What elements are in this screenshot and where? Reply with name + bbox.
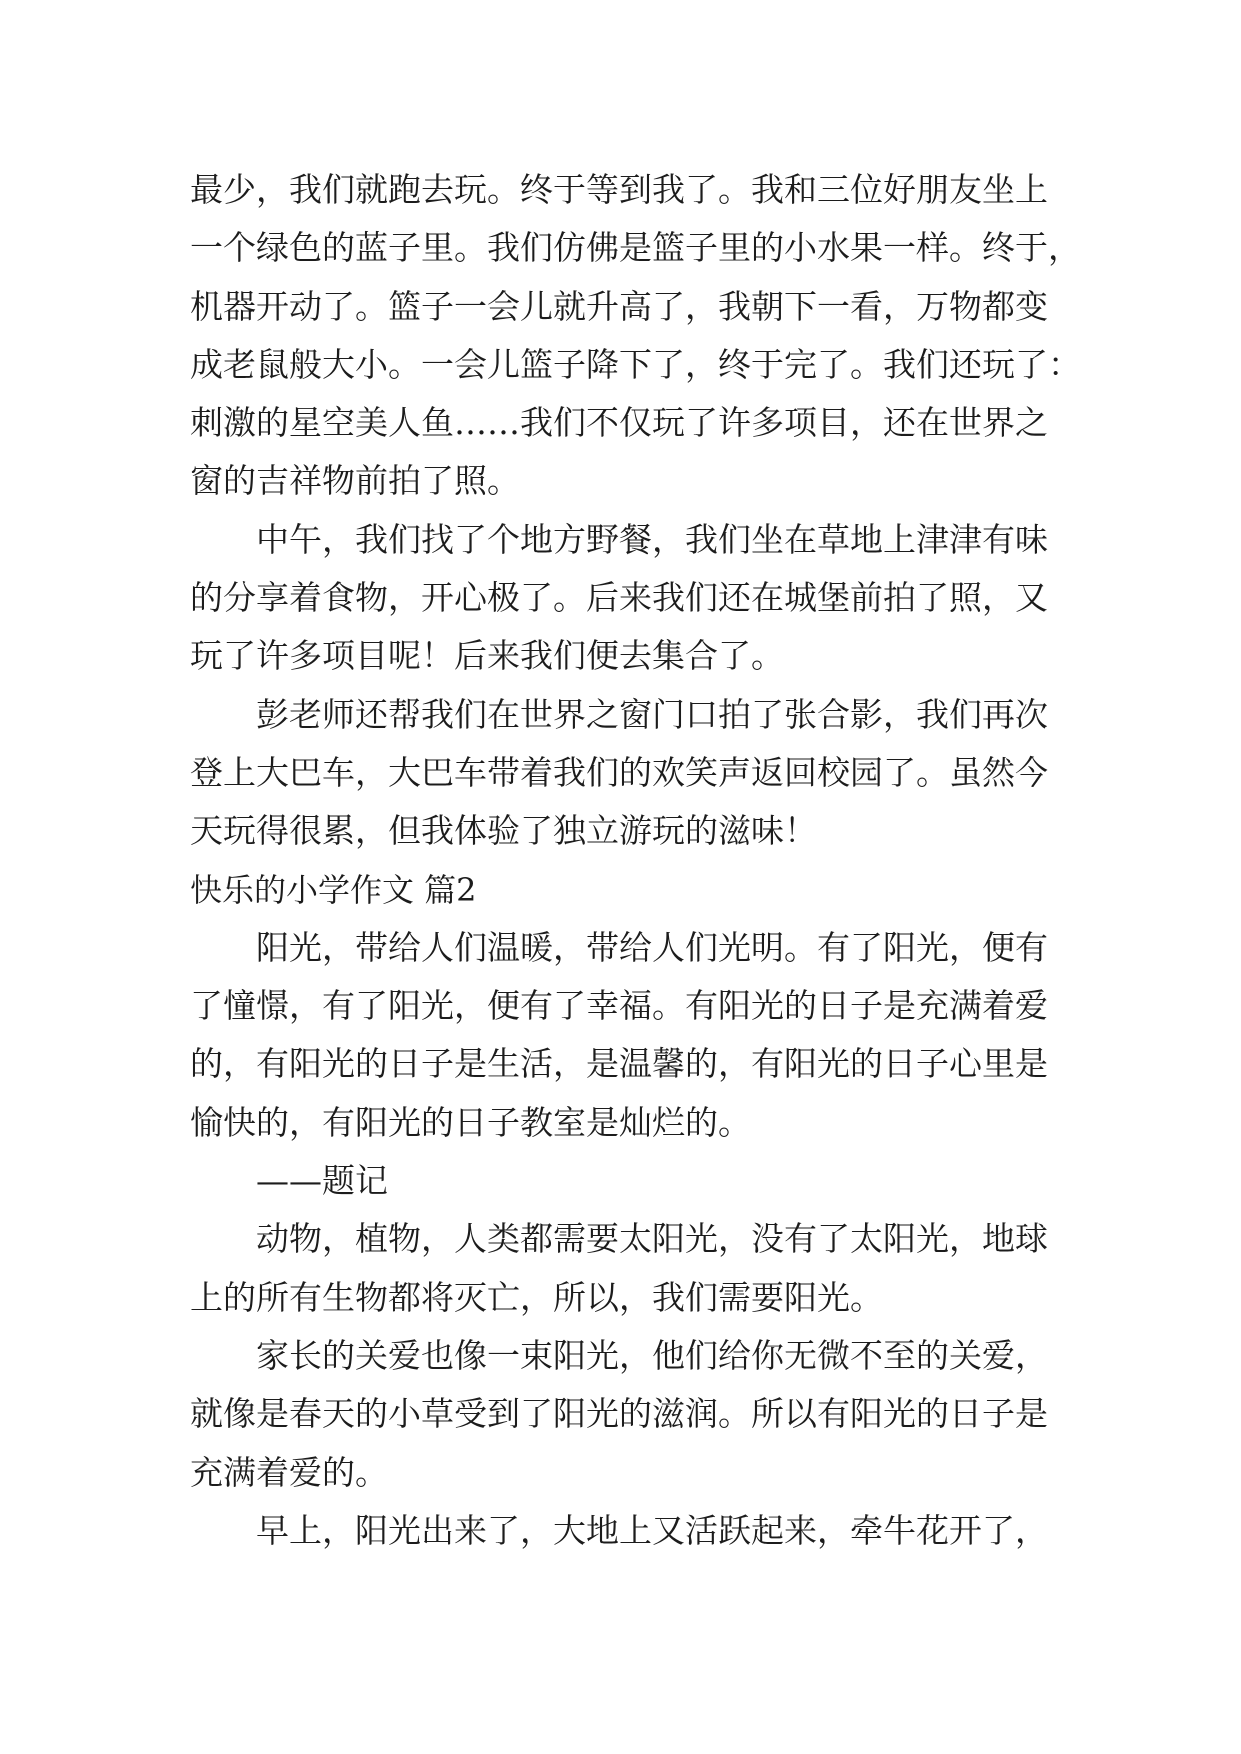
text-line: 窗的吉祥物前拍了照。 — [190, 461, 520, 501]
paragraph — [190, 919, 1110, 1152]
document-body — [190, 161, 1110, 1560]
text-line: 玩了许多项目呢！后来我们便去集合了。 — [190, 636, 784, 676]
text-line: 动物，植物，人类都需要太阳光，没有了太阳光，地球 — [256, 1219, 1048, 1259]
paragraph — [190, 1502, 1110, 1560]
text-line: 家长的关爱也像一束阳光，他们给你无微不至的关爱， — [256, 1335, 1048, 1375]
epigraph-attribution — [190, 1152, 1110, 1210]
paragraph — [190, 1210, 1110, 1327]
text-line: 阳光，带给人们温暖，带给人们光明。有了阳光，便有 — [256, 927, 1048, 967]
text-line: 机器开动了。篮子一会儿就升高了，我朝下一看，万物都变 — [190, 286, 1048, 326]
paragraph — [190, 161, 1110, 511]
text-line: 刺激的星空美人鱼……我们不仅玩了许多项目，还在世界之 — [190, 403, 1048, 443]
text-line: 就像是春天的小草受到了阳光的滋润。所以有阳光的日子是 — [190, 1394, 1048, 1434]
text-line: 充满着爱的。 — [190, 1452, 388, 1492]
text-line: 愉快的，有阳光的日子教室是灿烂的。 — [190, 1102, 751, 1142]
text-line: 中午，我们找了个地方野餐，我们坐在草地上津津有味 — [256, 519, 1048, 559]
paragraph — [190, 511, 1110, 686]
text-line: ——题记 — [256, 1161, 388, 1201]
paragraph — [190, 1327, 1110, 1502]
text-line: 的，有阳光的日子是生活，是温馨的，有阳光的日子心里是 — [190, 1044, 1048, 1084]
text-line: 的分享着食物，开心极了。后来我们还在城堡前拍了照，又 — [190, 578, 1048, 618]
text-line: 登上大巴车，大巴车带着我们的欢笑声返回校园了。虽然今 — [190, 752, 1048, 792]
text-line: 早上，阳光出来了，大地上又活跃起来，牵牛花开了， — [256, 1510, 1048, 1550]
text-line: 最少，我们就跑去玩。终于等到我了。我和三位好朋友坐上 — [190, 170, 1048, 209]
text-line: 了憧憬，有了阳光，便有了幸福。有阳光的日子是充满着爱 — [190, 986, 1048, 1026]
text-line: 天玩得很累，但我体验了独立游玩的滋味！ — [190, 811, 817, 851]
section-heading: 快乐的小学作文 篇2 — [190, 870, 477, 909]
paragraph — [190, 686, 1110, 861]
text-line: 上的所有生物都将灭亡，所以，我们需要阳光。 — [190, 1277, 883, 1317]
text-line: 一个绿色的蓝子里。我们仿佛是篮子里的小水果一样。终于， — [190, 228, 1081, 268]
text-line: 彭老师还帮我们在世界之窗门口拍了张合影，我们再次 — [256, 694, 1048, 734]
text-line: 成老鼠般大小。一会儿篮子降下了，终于完了。我们还玩了： — [190, 344, 1081, 384]
